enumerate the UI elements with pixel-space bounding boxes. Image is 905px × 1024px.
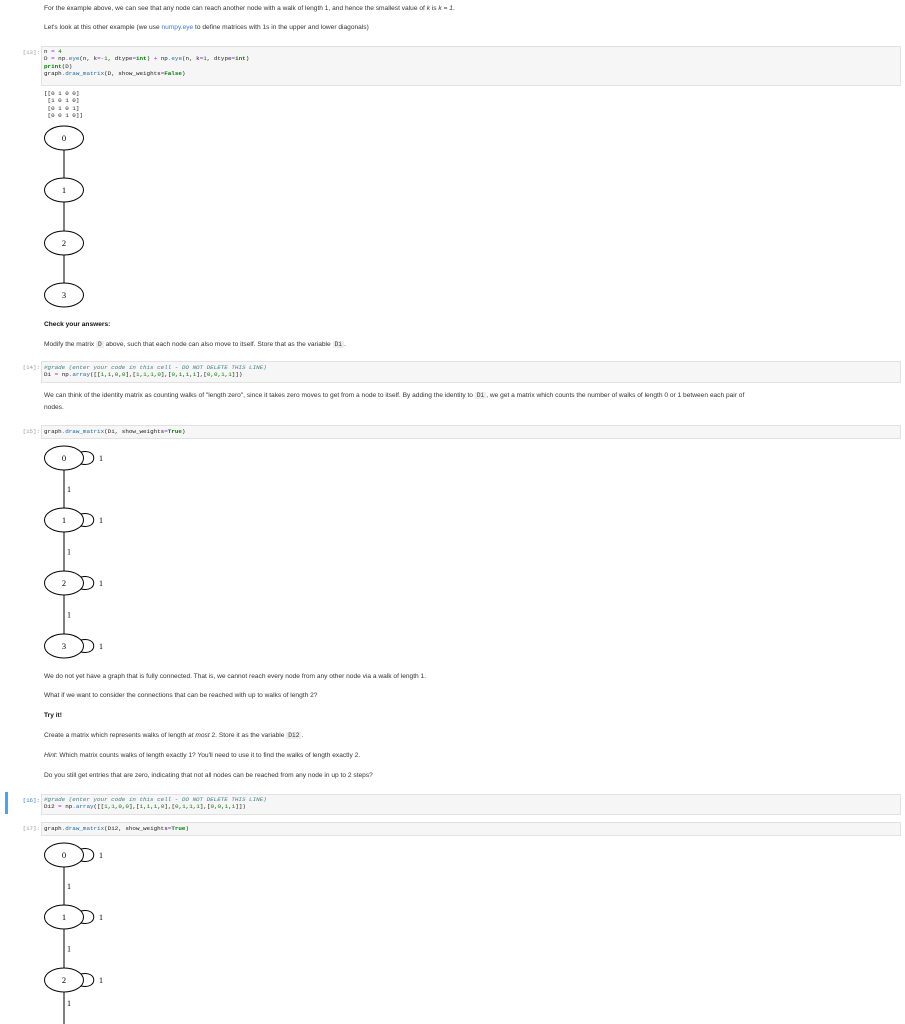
self-loop-weight: 1 bbox=[99, 454, 103, 463]
edge-weight-label: 1 bbox=[67, 547, 71, 557]
numpy-eye-link[interactable]: numpy.eye bbox=[161, 24, 194, 31]
intro-line-1: For the example above, we can see that any node can reach another node with a walk of length 1, and hence the smallest value of k is k = 1. bbox=[44, 5, 455, 12]
edge-weight-label: 1 bbox=[67, 610, 71, 620]
graph-node-label: 0 bbox=[61, 133, 67, 143]
code-14[interactable]: #grade (enter your code in this cell - DO NOT DELETE THIS LINE) Di = np.array([[1,1,0,0],[1,1,1,0],[0,1,1,1],[0,0,1,1]]) bbox=[44, 364, 267, 379]
edge-weight-label: 1 bbox=[67, 882, 71, 891]
cell-prompt-14: [14]: bbox=[22, 364, 40, 371]
identity-explanation: We can think of the identity matrix as counting walks of "length zero", since it takes zero moves to get from a node to itself. By adding the identity to Di , we get a matrix which counts the number of walks of length 0 or 1 between each pair of bbox=[44, 392, 745, 399]
cell-prompt-16: [16]: bbox=[22, 797, 40, 804]
cell-prompt-17: [17]: bbox=[22, 825, 40, 832]
code-16[interactable]: #grade (enter your code in this cell - DO NOT DELETE THIS LINE) Di2 = np.array([[1,1,0,0],[1,1,1,0],[0,1,1,1],[0,0,1,1]]) bbox=[44, 796, 267, 811]
not-fully-connected: We do not yet have a graph that is fully connected. That is, we cannot reach every node from any other node via a walk of length 1. bbox=[44, 673, 427, 680]
what-if: What if we want to consider the connections that can be reached with up to walks of length 2? bbox=[44, 692, 318, 699]
graph-node-label: 0 bbox=[61, 850, 67, 860]
self-loop-weight: 1 bbox=[99, 516, 103, 525]
edge-weight-label: 1 bbox=[67, 999, 71, 1008]
self-loop-weight: 1 bbox=[99, 579, 103, 588]
do-you-still: Do you still get entries that are zero, indicating that not all nodes can be reached from any node in up to 2 steps? bbox=[44, 772, 373, 779]
try-it-heading: Try it! bbox=[44, 712, 62, 719]
graph-node-label: 2 bbox=[61, 238, 67, 248]
cell-prompt-15: [15]: bbox=[22, 428, 40, 435]
edge-weight-label: 1 bbox=[67, 944, 71, 954]
cell-prompt-13: [13]: bbox=[22, 49, 40, 56]
check-heading: Check your answers: bbox=[44, 321, 111, 328]
graph-node-label: 1 bbox=[61, 912, 67, 922]
graph-node-label: 3 bbox=[61, 641, 67, 651]
graph-node-label: 3 bbox=[61, 290, 67, 300]
self-loop-weight: 1 bbox=[99, 642, 103, 651]
graph-node-label: 2 bbox=[61, 975, 67, 985]
edge-weight-label: 1 bbox=[67, 485, 71, 494]
graph-node-label: 0 bbox=[61, 453, 67, 463]
graph-node-label: 1 bbox=[61, 185, 67, 195]
output-13: [[0 1 0 0] [1 0 1 0] [0 1 0 1] [0 0 1 0]] bbox=[44, 90, 83, 119]
graph-node-label: 1 bbox=[61, 515, 67, 525]
hint: Hint: Which matrix counts walks of length exactly 1? You'll need to use it to find the walks of length exactly 2. bbox=[44, 752, 361, 759]
code-17[interactable]: graph.draw_matrix(Di2, show_weights=True) bbox=[44, 825, 189, 832]
modify-instruction: Modify the matrix D above, such that each node can also move to itself. Store that as the variable Di . bbox=[44, 341, 346, 348]
create-instruction: Create a matrix which represents walks of length at most 2. Store it as the variable Di2 . bbox=[44, 732, 304, 739]
graph-node-label: 2 bbox=[61, 578, 67, 588]
code-13[interactable]: n = 4 D = np.eye(n, k=-1, dtype=int) + np.eye(n, k=1, dtype=int) print(D) graph.draw_matrix(D, show_weights=False) bbox=[44, 48, 250, 77]
self-loop-weight: 1 bbox=[99, 976, 103, 985]
code-15[interactable]: graph.draw_matrix(Di, show_weights=True) bbox=[44, 428, 186, 435]
identity-explanation-cont: nodes. bbox=[44, 404, 64, 411]
self-loop-weight: 1 bbox=[99, 913, 103, 922]
self-loop-weight: 1 bbox=[99, 851, 103, 860]
intro-line-2: Let's look at this other example (we use numpy.eye to define matrices with 1s in the upper and lower diagonals) bbox=[44, 24, 369, 31]
